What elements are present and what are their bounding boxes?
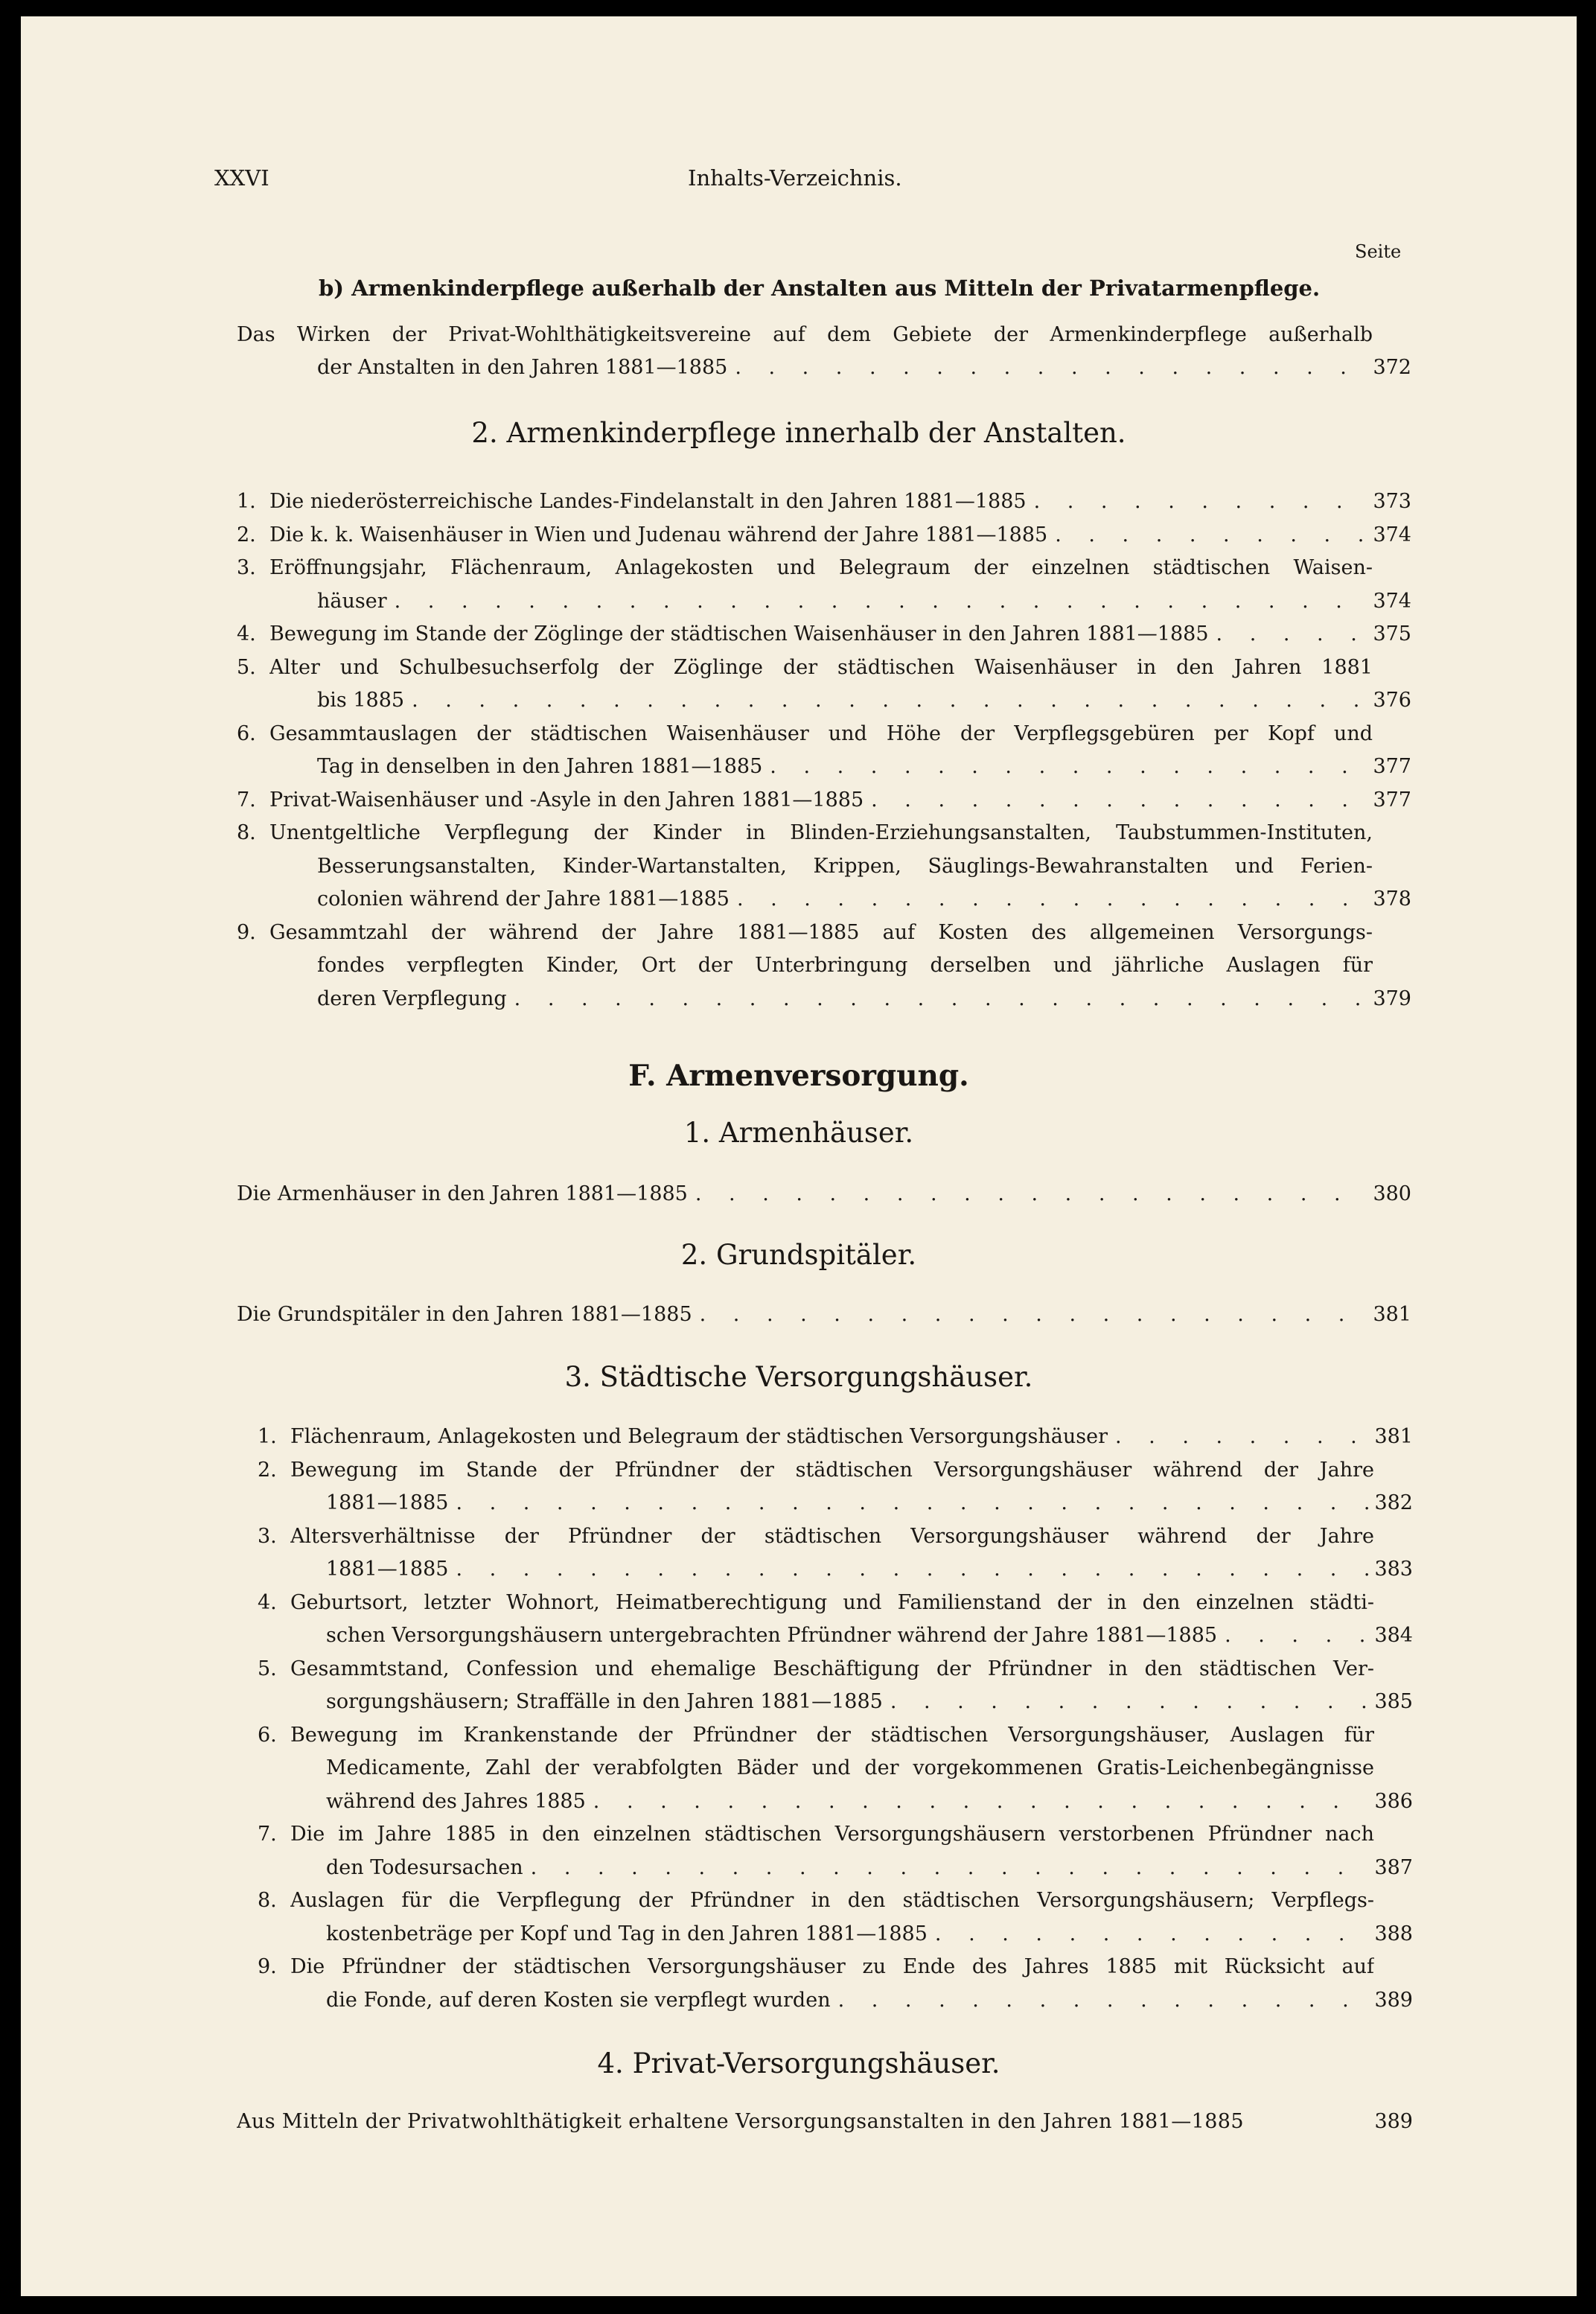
page-number: 383 [1374,1558,1413,1581]
entry-line: Tag in denselben in den Jahren 1881—1885 [317,755,763,778]
page-number: 374 [1373,523,1411,546]
toc-entry [326,1852,1413,1884]
toc-entry [317,983,1411,1016]
leader-dots [831,1984,1369,2017]
entry-line: Die k. k. Waisenhäuser in Wien und Judenau während der Jahre 1881—1885 [269,523,1048,546]
page-number: 378 [1373,887,1411,911]
toc-entry [269,618,1411,651]
entry-line: Eröffnungsjahr, Flächenraum, Anlagekosten und Belegraum der einzelnen städtischen Waisen- [269,556,1373,579]
entry-f1-text: Die Armenhäuser in den Jahren 1881—1885 [237,1182,688,1205]
entry-number: 5. [258,1657,277,1680]
book-page [21,16,1577,2296]
entry-line: Bewegung im Stande der Zöglinge der städtischen Waisenhäuser in den Jahren 1881—1885 [269,622,1209,646]
running-title: Inhalts-Verzeichnis. [688,165,902,191]
entry-line: Bewegung im Stande der Pfründner der städtischen Versorgungshäuser während der Jahre [290,1458,1374,1482]
section-b-title: b) Armenkinderpflege außerhalb der Anstalten aus Mitteln der Privatarmenpflege. [319,275,1321,301]
section-f4-title: 4. Privat-Versorgungshäuser. [597,2047,1000,2079]
section-f3-title: 3. Städtische Versorgungshäuser. [564,1361,1033,1393]
entry-f4 [237,2106,1413,2138]
entry-number: 6. [237,721,256,745]
entry-line: colonien während der Jahre 1881—1885 [317,887,730,911]
page-number: 387 [1374,1855,1413,1879]
entry-line: fondes verpflegten Kinder, Ort der Unterbringung derselben und jährliche Auslagen für [317,954,1373,977]
entry-line: Die niederösterreichische Landes-Findelanstalt in den Jahren 1881—1885 [269,490,1027,513]
leader-dots [1027,485,1367,518]
entry-line: Gesammtzahl der während der Jahre 1881—1885 auf Kosten des allgemeinen Versorgungs- [269,920,1373,944]
page-number: 374 [1373,589,1411,613]
section-2-title: 2. Armenkinderpflege innerhalb der Anstalten. [471,417,1126,449]
entry-line: sorgungshäusern; Straffälle in den Jahren 1881—1885 [326,1690,883,1713]
toc-entry [290,1421,1413,1453]
entry-line: während des Jahres 1885 [326,1789,586,1813]
entry-number: 7. [258,1823,277,1846]
page-number: 389 [1374,1988,1413,2012]
leader-dots [1217,1619,1368,1652]
page-number: 382 [1374,1491,1413,1514]
entry-f4-page: 389 [1374,2110,1413,2133]
seite-label: Seite [1355,241,1402,262]
toc-entry [326,1553,1413,1586]
entry-line: Flächenraum, Anlagekosten und Belegraum der städtischen Versorgungshäuser [290,1425,1108,1448]
entry-line: Bewegung im Krankenstande der Pfründner der städtischen Versorgungshäuser, Auslagen für [290,1723,1374,1747]
page-number: 377 [1373,755,1411,778]
entry-f1 [237,1178,1411,1211]
leader-dots [448,1553,1368,1586]
entry-number: 3. [258,1524,277,1548]
entry-line: die Fonde, auf deren Kosten sie verpflegt wurden [326,1988,831,2012]
entry-number: 7. [237,788,256,812]
page-number: 386 [1374,1789,1413,1813]
page-numeral: XXVI [214,165,269,191]
toc-entry [269,519,1411,552]
entry-f2 [237,1298,1411,1331]
entry-line: Gesammtauslagen der städtischen Waisenhäuser und Höhe der Verpflegsgebüren per Kopf und [269,721,1373,745]
entry-line: Die Pfründner der städtischen Versorgungshäuser zu Ende des Jahres 1885 mit Rücksicht auf [290,1955,1374,1978]
leader-dots [727,351,1367,384]
leader-dots [762,750,1367,783]
entry-line: Medicamente, Zahl der verabfolgten Bäder und der vorgekommenen Gratis-Leichenbegängnisse [326,1756,1374,1779]
leader-dots [688,1178,1367,1211]
entry-line: den Todesursachen [326,1855,523,1879]
leader-dots [586,1785,1369,1818]
entry-b-leader [317,351,1411,384]
leader-dots [883,1686,1369,1718]
page-number: 376 [1373,689,1411,712]
entry-line: Altersverhältnisse der Pfründner der städtischen Versorgungshäuser während der Jahre [290,1524,1374,1548]
entry-line: kostenbeträge per Kopf und Tag in den Jahren 1881—1885 [326,1922,928,1945]
leader-dots [928,1918,1369,1951]
entry-number: 2. [237,523,256,546]
page-number: 385 [1374,1690,1413,1713]
entry-line: Privat-Waisenhäuser und -Asyle in den Jahren 1881—1885 [269,788,864,812]
entry-number: 4. [237,622,256,646]
leader-dots [730,883,1367,916]
page-number: 373 [1373,490,1411,513]
page-number: 384 [1374,1624,1413,1647]
page-number: 375 [1373,622,1411,646]
toc-entry [326,1984,1413,2017]
leader-dots [523,1852,1369,1884]
section-f1-title: 1. Armenhäuser. [683,1117,914,1149]
toc-entry [317,585,1411,618]
entry-b-line1: Das Wirken der Privat-Wohlthätigkeitsvereine auf dem Gebiete der Armenkinderpflege außerhalb [237,323,1373,346]
entry-line: Auslagen für die Verpflegung der Pfründner in den städtischen Versorgungshäusern; Verpflegs- [290,1889,1374,1912]
leader-dots [864,784,1367,817]
entry-b-page: 372 [1373,356,1411,379]
leader-dots [387,585,1367,618]
entry-number: 1. [258,1425,277,1448]
toc-entry [317,684,1411,717]
leader-dots [1108,1421,1368,1453]
leader-dots [507,983,1367,1016]
entry-line: häuser [317,589,387,613]
leader-dots [448,1487,1368,1520]
entry-number: 3. [237,556,256,579]
toc-entry [326,1487,1413,1520]
entry-number: 5. [237,655,256,679]
section-f2-title: 2. Grundspitäler. [680,1239,917,1271]
entry-number: 1. [237,490,256,513]
entry-line: Alter und Schulbesuchserfolg der Zöglinge der städtischen Waisenhäuser in den Jahren 1881 [269,655,1373,679]
leader-dots [1047,519,1367,552]
entry-line: Unentgeltliche Verpflegung der Kinder in Blinden-Erziehungsanstalten, Taubstummen-Instituten, [269,821,1373,844]
page-number: 379 [1373,987,1411,1010]
page-number: 388 [1374,1922,1413,1945]
entry-line: 1881—1885 [326,1558,449,1581]
toc-entry [326,1619,1413,1652]
entry-number: 9. [237,920,256,944]
toc-entry [317,750,1411,783]
toc-entry [269,485,1411,518]
entry-number: 6. [258,1723,277,1747]
leader-dots [404,684,1367,717]
part-f-title: F. Armenversorgung. [628,1059,969,1093]
entry-line: Besserungsanstalten, Kinder-Wartanstalten, Krippen, Säuglings-Bewahranstalten und Ferien- [317,854,1373,878]
leader-dots [1209,618,1367,651]
entry-number: 8. [237,821,256,844]
leader-dots [692,1298,1367,1331]
page-number: 377 [1373,788,1411,812]
entry-f2-text: Die Grundspitäler in den Jahren 1881—1885 [237,1303,692,1326]
entry-number: 2. [258,1458,277,1482]
toc-entry [326,1918,1413,1951]
entry-b-line2: der Anstalten in den Jahren 1881—1885 [317,356,728,379]
entry-line: bis 1885 [317,689,405,712]
entry-line: deren Verpflegung [317,987,507,1010]
page-number: 381 [1374,1425,1413,1448]
entry-f2-page: 381 [1373,1303,1411,1326]
entry-f1-page: 380 [1373,1182,1411,1205]
entry-line: schen Versorgungshäusern untergebrachten Pfründner während der Jahre 1881—1885 [326,1624,1218,1647]
entry-line: 1881—1885 [326,1491,449,1514]
entry-line: Die im Jahre 1885 in den einzelnen städtischen Versorgungshäusern verstorbenen Pfründner nach [290,1823,1374,1846]
toc-entry [326,1785,1413,1818]
toc-entry [269,784,1411,817]
entry-line: Geburtsort, letzter Wohnort, Heimatberechtigung und Familienstand der in den einzelnen städti- [290,1590,1374,1614]
toc-entry [317,883,1411,916]
entry-number: 9. [258,1955,277,1978]
toc-entry [326,1686,1413,1718]
entry-line: Gesammtstand, Confession und ehemalige Beschäftigung der Pfründner in den städtischen Ver- [290,1657,1374,1680]
entry-number: 4. [258,1590,277,1614]
entry-number: 8. [258,1889,277,1912]
entry-f4-text: Aus Mitteln der Privatwohlthätigkeit erhaltene Versorgungsanstalten in den Jahren 1881—1885 [237,2110,1244,2133]
